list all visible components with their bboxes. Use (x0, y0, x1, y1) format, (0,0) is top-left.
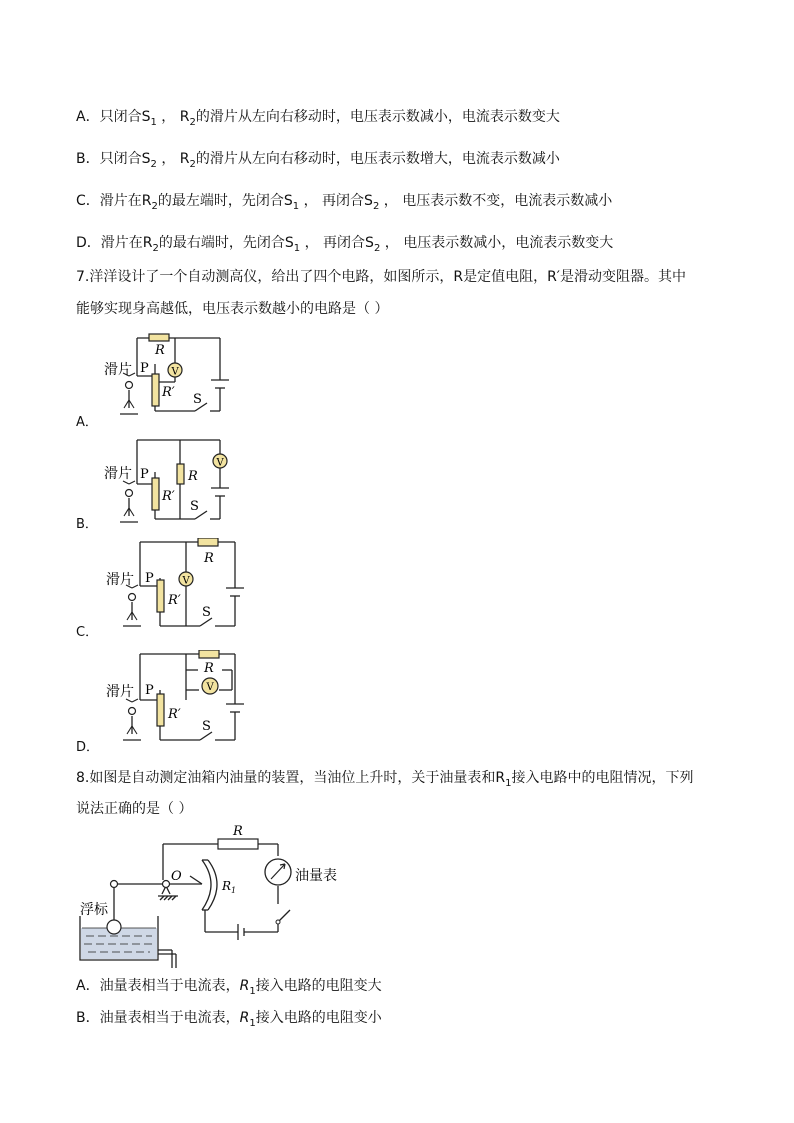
q8-option-a: A．油量表相当于电流表，$R_1$接入电路的电阻变大 (76, 978, 382, 997)
voltmeter-label: V (216, 457, 224, 469)
q8-oil-gauge-figure (78, 824, 368, 970)
q8-stem-line1: 8.如图是自动测定油箱内油量的装置，当油位上升时，关于油量表和$R_1$接入电路中的电阻情况，下列 (76, 770, 694, 789)
o-label: O (171, 869, 182, 884)
q7-circuit-c (100, 538, 245, 630)
q6-option-d: D．滑片在$R_2$的最右端时，先闭合$S_1$ ， 再闭合$S_2$ ， 电压表示数减小，电流表示数变大 (76, 235, 614, 254)
float-label: 浮标 (80, 902, 108, 918)
r-label: R (188, 469, 198, 484)
p-label: P (140, 361, 149, 376)
q8-stem-line2: 说法正确的是（ ） (76, 801, 193, 817)
r-label: R (204, 551, 214, 566)
switch-label: S (190, 499, 199, 514)
r1-label: $R_1$ (222, 879, 237, 895)
q6-option-c: C．滑片在$R_2$的最左端时，先闭合$S_1$ ， 再闭合$S_2$ ， 电压表示数不变，电流表示数减小 (76, 193, 613, 212)
q7-circuit-b (100, 438, 240, 524)
q7-option-b-label: B． (76, 517, 98, 532)
p-label: P (145, 571, 154, 586)
switch-label: S (193, 392, 202, 407)
q7-option-c-label: C． (76, 625, 99, 640)
q7-circuit-d (100, 650, 245, 746)
q6-option-a: A．只闭合$S_1$ ， $R_2$的滑片从左向右移动时，电压表示数减小，电流表示数变大 (76, 109, 560, 128)
switch-label: S (202, 719, 211, 734)
q7-option-d-label: D． (76, 740, 100, 755)
voltmeter-label: V (182, 575, 190, 587)
q7-stem-line2: 能够实现身高越低，电压表示数越小的电路是（ ） (76, 301, 389, 317)
slider-label: 滑片 (104, 466, 132, 482)
p-label: P (145, 683, 154, 698)
slider-label: 滑片 (106, 684, 134, 700)
r-label: R (233, 824, 243, 839)
oil-meter-label: 油量表 (295, 868, 337, 884)
p-label: P (140, 467, 149, 482)
voltmeter-label: V (206, 682, 214, 693)
voltmeter-label: V (171, 366, 179, 378)
q6-option-b: B．只闭合$S_2$ ， $R_2$的滑片从左向右移动时，电压表示数增大，电流表示数减小 (76, 151, 560, 170)
r-label: R (204, 661, 214, 676)
q7-stem-line1: 7.洋洋设计了一个自动测高仪，给出了四个电路，如图所示，R是定值电阻，R′是滑动变阻器。其中 (76, 269, 686, 285)
q8-option-b: B．油量表相当于电流表，$R_1$接入电路的电阻变小 (76, 1010, 382, 1029)
slider-label: 滑片 (104, 362, 132, 378)
rp-label: R′ (162, 385, 175, 400)
q7-circuit-a (100, 330, 240, 416)
q7-option-a-label: A． (76, 415, 98, 430)
slider-label: 滑片 (106, 572, 134, 588)
rp-label: R′ (162, 489, 175, 504)
r-label: R (155, 343, 165, 358)
rp-label: R′ (168, 593, 181, 608)
rp-label: R′ (168, 707, 181, 722)
switch-label: S (202, 605, 211, 620)
